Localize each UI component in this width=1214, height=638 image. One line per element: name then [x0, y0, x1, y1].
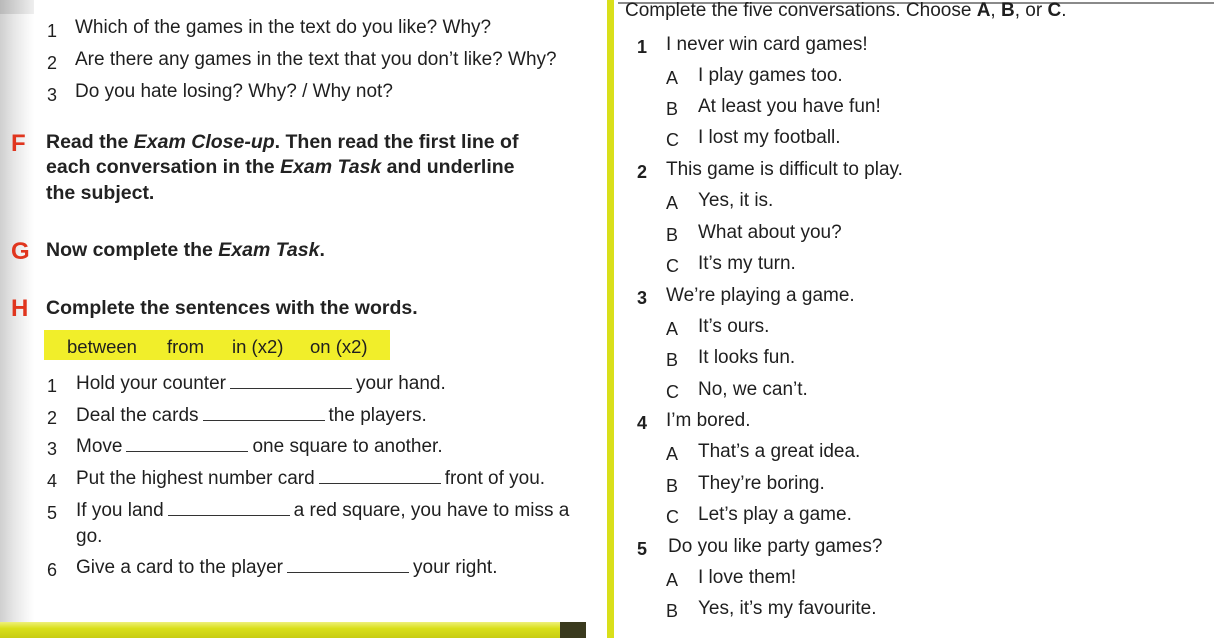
option-letter[interactable]: B [666, 99, 679, 119]
sentence: If you land a red square, you have to miss a [76, 500, 570, 521]
column-divider [607, 0, 614, 638]
sentence-number: 2 [47, 408, 58, 428]
question-number: 2 [47, 53, 58, 73]
section-g-text: Now complete the Exam Task. [46, 239, 325, 261]
conversation-prompt: I’m bored. [666, 410, 751, 431]
section-f-line2: each conversation in the Exam Task and underline [46, 156, 515, 178]
option-text[interactable]: I lost my football. [698, 127, 841, 148]
conversation-prompt: This game is difficult to play. [666, 159, 903, 180]
option-text[interactable]: I play games too. [698, 65, 843, 86]
section-letter-g: G [11, 238, 30, 265]
sentence-number: 6 [47, 560, 58, 580]
question-text: Which of the games in the text do you like? Why? [75, 17, 492, 38]
page-edge-top [0, 0, 34, 14]
option-letter[interactable]: A [666, 68, 679, 88]
option-letter[interactable]: A [666, 570, 679, 590]
section-letter-h: H [11, 295, 29, 322]
answer-blank[interactable] [287, 556, 409, 573]
word-box-word: on (x2) [310, 336, 368, 357]
option-text[interactable]: It’s ours. [698, 316, 770, 337]
option-text[interactable]: It’s my turn. [698, 253, 796, 274]
option-letter[interactable]: C [666, 382, 679, 402]
sentence-number: 5 [47, 503, 58, 523]
answer-blank[interactable] [319, 467, 441, 484]
conversation-number: 2 [637, 162, 648, 182]
section-f-line1: Read the Exam Close-up. Then read the first line of [46, 131, 519, 153]
word-box-word: between [67, 336, 137, 357]
answer-blank[interactable] [168, 499, 290, 516]
option-letter[interactable]: C [666, 130, 679, 150]
section-h-text: Complete the sentences with the words. [46, 297, 418, 319]
option-text[interactable]: No, we can’t. [698, 379, 808, 400]
bottom-band-shadow [560, 622, 586, 638]
word-box-word: in (x2) [232, 336, 284, 357]
option-text[interactable]: Yes, it is. [698, 190, 774, 211]
conversation-prompt: We’re playing a game. [666, 285, 855, 306]
sentence-number: 3 [47, 439, 58, 459]
question-number: 3 [47, 85, 58, 105]
option-letter[interactable]: B [666, 476, 679, 496]
section-letter-f: F [11, 130, 26, 157]
option-letter[interactable]: A [666, 319, 679, 339]
option-letter[interactable]: B [666, 225, 679, 245]
option-text[interactable]: Yes, it’s my favourite. [698, 598, 877, 619]
option-text[interactable]: I love them! [698, 567, 797, 588]
answer-blank[interactable] [203, 404, 325, 421]
conversation-prompt: Do you like party games? [668, 536, 883, 557]
sentence-number: 1 [47, 376, 58, 396]
option-letter[interactable]: A [666, 193, 679, 213]
sentence-continuation: go. [76, 526, 103, 547]
sentence: Give a card to the player your right. [76, 557, 498, 578]
option-text[interactable]: That’s a great idea. [698, 441, 861, 462]
answer-blank[interactable] [126, 435, 248, 452]
section-f-line3: the subject. [46, 182, 155, 204]
word-box-word: from [167, 336, 204, 357]
sentence: Move one square to another. [76, 436, 443, 457]
option-letter[interactable]: A [666, 444, 679, 464]
conversation-number: 1 [637, 37, 648, 57]
bottom-band [0, 622, 586, 638]
conversation-number: 4 [637, 413, 648, 433]
exam-task-instruction: Complete the five conversations. Choose A, B, or C. [625, 0, 1067, 21]
conversation-number: 5 [637, 539, 648, 559]
sentence: Put the highest number card front of you. [76, 468, 546, 489]
option-text[interactable]: They’re boring. [698, 473, 825, 494]
option-letter[interactable]: C [666, 507, 679, 527]
sentence: Hold your counter your hand. [76, 373, 446, 394]
question-text: Are there any games in the text that you don’t like? Why? [75, 49, 557, 70]
question-number: 1 [47, 21, 58, 41]
conversation-number: 3 [637, 288, 648, 308]
option-text[interactable]: It looks fun. [698, 347, 796, 368]
answer-blank[interactable] [230, 372, 352, 389]
option-letter[interactable]: C [666, 256, 679, 276]
option-text[interactable]: Let’s play a game. [698, 504, 852, 525]
sentence: Deal the cards the players. [76, 405, 427, 426]
option-text[interactable]: What about you? [698, 222, 842, 243]
conversation-prompt: I never win card games! [666, 34, 868, 55]
sentence-number: 4 [47, 471, 58, 491]
question-text: Do you hate losing? Why? / Why not? [75, 81, 393, 102]
option-text[interactable]: At least you have fun! [698, 96, 881, 117]
option-letter[interactable]: B [666, 601, 679, 621]
option-letter[interactable]: B [666, 350, 679, 370]
